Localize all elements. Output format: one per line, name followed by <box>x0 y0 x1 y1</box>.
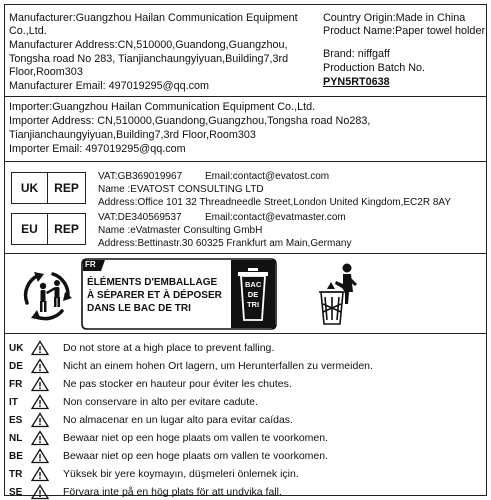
warning-text: Non conservare in alto per evitare cadute. <box>63 396 258 408</box>
warning-triangle-icon <box>31 340 49 356</box>
warning-row <box>9 411 293 429</box>
uk-vat: VAT:GB369019967 <box>98 171 183 182</box>
warning-triangle-icon <box>31 412 49 428</box>
warning-row <box>9 393 258 411</box>
warning-country-code: TR <box>9 468 23 480</box>
warning-row <box>9 483 282 500</box>
manufacturer-line: Manufacturer Address:CN,510000,Guandong,Guangzhou, <box>9 39 288 51</box>
eu-email: Email:contact@evatmaster.com <box>205 212 346 223</box>
sorting-line: DANS LE BAC DE TRI <box>87 303 191 314</box>
warning-text: No almacenar en un lugar alto para evitar caídas. <box>63 414 293 426</box>
product-label <box>4 4 487 496</box>
importer-line: Importer:Guangzhou Hailan Communication Equipment Co.,Ltd. <box>9 101 316 113</box>
uk-rep-name: Name :EVATOST CONSULTING LTD <box>98 184 264 195</box>
eu-rep-address: Address:Bettinastr.30 60325 Frankfurt am Main,Germany <box>98 238 352 249</box>
brand: Brand: niffgaff <box>323 48 390 60</box>
eu-rep-label: REP <box>54 222 79 236</box>
importer-line: Tianjianchaungyiyuan,Building7,3rd Floor,Room303 <box>9 129 256 141</box>
eu-rep-box <box>11 213 86 245</box>
warning-text: Förvara inte på en hög plats för att undvika fall. <box>63 486 282 498</box>
importer-line: Importer Address: CN,510000,Guandong,Guangzhou,Tongsha road No283, <box>9 115 371 127</box>
uk-code: UK <box>12 173 48 203</box>
warning-triangle-icon <box>31 394 49 410</box>
uk-email: Email:contact@evatost.com <box>205 171 330 182</box>
uk-rep-address: Address:Office 101 32 Threadneedle Street,London United Kingdom,EC2R 8AY <box>98 197 452 208</box>
sorting-info-panel <box>81 258 277 330</box>
warning-triangle-icon <box>31 430 49 446</box>
importer-section <box>5 97 486 162</box>
manufacturer-line: Co.,Ltd. <box>9 25 47 37</box>
tidyman-bin-icon <box>317 262 361 326</box>
bin-label <box>245 280 261 310</box>
representatives-section <box>5 162 486 254</box>
warning-row <box>9 465 299 483</box>
uk-rep-label: REP <box>54 181 79 195</box>
fr-badge: FR <box>85 260 96 269</box>
warning-triangle-icon <box>31 448 49 464</box>
warnings-section <box>5 338 486 496</box>
warning-text: Ne pas stocker en hauteur pour éviter les chutes. <box>63 378 292 390</box>
warning-country-code: UK <box>9 342 24 354</box>
warning-triangle-icon <box>31 466 49 482</box>
warning-text: Bewaar niet op een hoge plaats om vallen te voorkomen. <box>63 450 328 462</box>
warning-row <box>9 375 292 393</box>
warning-row <box>9 429 328 447</box>
warning-country-code: IT <box>9 396 18 408</box>
batch-label: Production Batch No. <box>323 62 426 74</box>
warning-country-code: BE <box>9 450 23 462</box>
uk-rep-box <box>11 172 86 204</box>
warning-row <box>9 357 373 375</box>
sorting-text <box>87 276 222 315</box>
warning-text: Yüksek bir yere koymayın, düşmeleri önlemek için. <box>63 468 299 480</box>
warning-triangle-icon <box>31 484 49 500</box>
warning-triangle-icon <box>31 358 49 374</box>
manufacturer-email: Manufacturer Email: 497019295@qq.com <box>9 80 210 92</box>
warning-text: Do not store at a high place to prevent falling. <box>63 342 275 354</box>
warning-text: Bewaar niet op een hoge plaats om vallen te voorkomen. <box>63 432 328 444</box>
importer-email: Importer Email: 497019295@qq.com <box>9 143 186 155</box>
manufacturer-line: Manufacturer:Guangzhou Hailan Communication Equipment <box>9 12 298 24</box>
warning-country-code: ES <box>9 414 23 426</box>
bin-text: DE <box>247 290 259 299</box>
warning-row <box>9 447 328 465</box>
warning-triangle-icon <box>31 376 49 392</box>
sorting-line: ÉLÉMENTS D'EMBALLAGE <box>87 277 218 288</box>
eu-rep-name: Name :eVatmaster Consulting GmbH <box>98 225 263 236</box>
warning-country-code: NL <box>9 432 23 444</box>
product-name: Product Name:Paper towel holder <box>323 25 486 37</box>
country-origin: Country Origin:Made in China <box>323 12 466 24</box>
batch-number: PYN5RT0638 <box>323 76 390 88</box>
manufacturer-section <box>5 5 486 97</box>
warning-row <box>9 339 274 357</box>
warning-country-code: DE <box>9 360 23 372</box>
manufacturer-line: Tongsha road No 283, Tianjianchaungyiyuan,Building7,3rd <box>9 53 289 65</box>
warning-country-code: SE <box>9 486 23 498</box>
eu-code: EU <box>12 214 48 244</box>
manufacturer-line: Floor,Room303 <box>9 66 83 78</box>
warning-text: Nicht an einem hohen Ort lagern, um Herunterfallen zu vermeiden. <box>63 360 373 372</box>
triman-recycling-icon <box>17 265 77 323</box>
bin-text: BAC <box>245 280 262 289</box>
warning-country-code: FR <box>9 378 23 390</box>
sorting-line: À SÉPARER ET À DÉPOSER <box>87 290 222 301</box>
eu-vat: VAT:DE340569537 <box>98 212 182 223</box>
bin-text: TRI <box>246 300 260 309</box>
recycling-section <box>5 254 486 334</box>
